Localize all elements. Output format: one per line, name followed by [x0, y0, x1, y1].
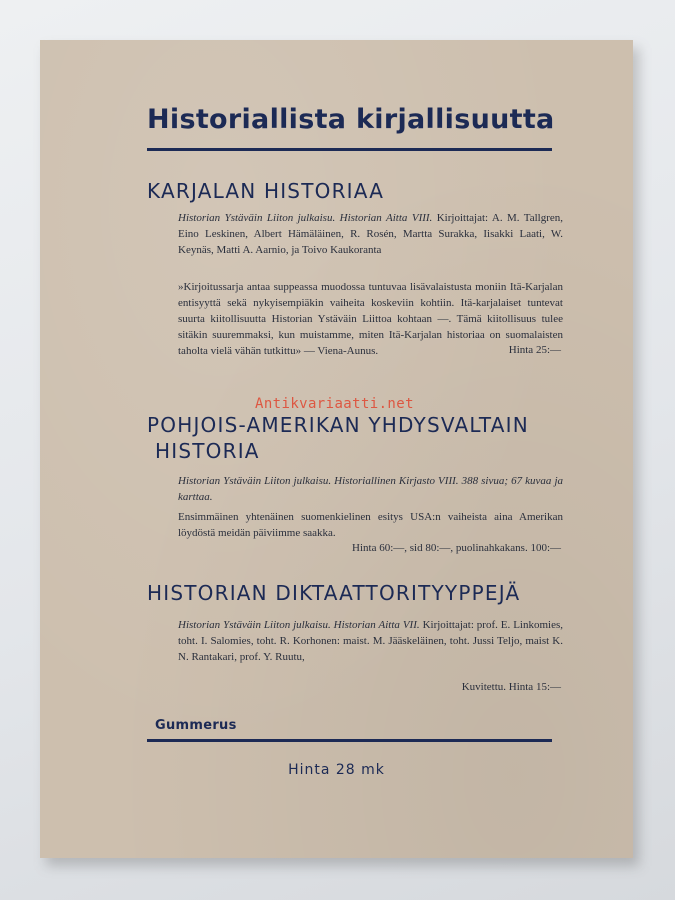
book-1-price: Hinta 25:— [508, 344, 561, 356]
book-3-price: Kuvitettu. Hinta 15:— [461, 681, 561, 693]
book-2-publication: Historian Ystäväin Liiton julkaisu. Historiallinen Kirjasto VIII. [178, 475, 459, 487]
footer-rule [147, 739, 552, 742]
book-heading-pohjois-amerikan [147, 412, 529, 464]
book-3-publication-info [178, 617, 563, 665]
book-2-heading-line2: HISTORIA [155, 439, 260, 463]
publisher-name: Gummerus [155, 718, 237, 733]
book-3-authors: Kirjoittajat: prof. E. Linkomies, toht. I. Salomies, toht. R. Korhonen: maist. M. Jääskeläinen, toht. Jussi Teljo, maist K. N. Rantakari, prof. Y. Ruutu, [178, 619, 564, 663]
book-1-authors: Kirjoittajat: A. M. Tallgren, Eino Leskinen, Albert Hämäläinen, R. Rosén, Martta Surakka, Iisakki Laati, W. Keynäs, Matti A. Aarnio, ja Toivo Kaukoranta [178, 212, 563, 256]
book-2-price: Hinta 60:—, sid 80:—, puolinahkakans. 100:— [352, 542, 561, 554]
title-rule [147, 148, 552, 151]
cover-title: Historiallista kirjallisuutta [147, 104, 555, 135]
book-heading-historian-diktaattorityyppeja: HISTORIAN DIKTAATTORITYYPPEJÄ [147, 581, 521, 605]
book-2-heading-line1: POHJOIS-AMERIKAN YHDYSVALTAIN [147, 413, 529, 437]
book-back-cover [40, 40, 633, 858]
watermark-text: Antikvariaatti.net [255, 396, 414, 412]
cover-price: Hinta 28 mk [288, 762, 385, 778]
book-2-description: Ensimmäinen yhtenäinen suomenkielinen esitys USA:n vaiheista aina Amerikan löydöstä meidän päiviimme saakka. [178, 511, 563, 539]
book-1-publication-info [178, 210, 563, 258]
book-2-publication-info [178, 473, 563, 505]
book-1-publication: Historian Ystäväin Liiton julkaisu. Historian Aitta VIII. [178, 212, 433, 224]
book-1-review-quote: »Kirjoitussarja antaa suppeassa muodossa tuntuvaa lisävalaistusta moniin Itä-Karjalan entisyyttä sekä nykyisempiäkin vaiheita koskeviin kohtiin. Itä-karjalaiset tuntevat suurta kiitollisuutta Historian Ystäväin Liittoa kohtaan —. Tämä kiitollisuus tulee sitäkin suuremmaksi, kun muistamme, miten Itä-Karjalan historiaa on suomalaisten taholta vielä vähän tutkittu» — Viena-Aunus. [178, 281, 563, 357]
book-heading-karjalan-historiaa: KARJALAN HISTORIAA [147, 179, 385, 203]
book-3-publication: Historian Ystäväin Liiton julkaisu. Historian Aitta VII. [178, 619, 420, 631]
book-2-details: 388 sivua; 67 kuvaa ja karttaa. [178, 475, 564, 503]
